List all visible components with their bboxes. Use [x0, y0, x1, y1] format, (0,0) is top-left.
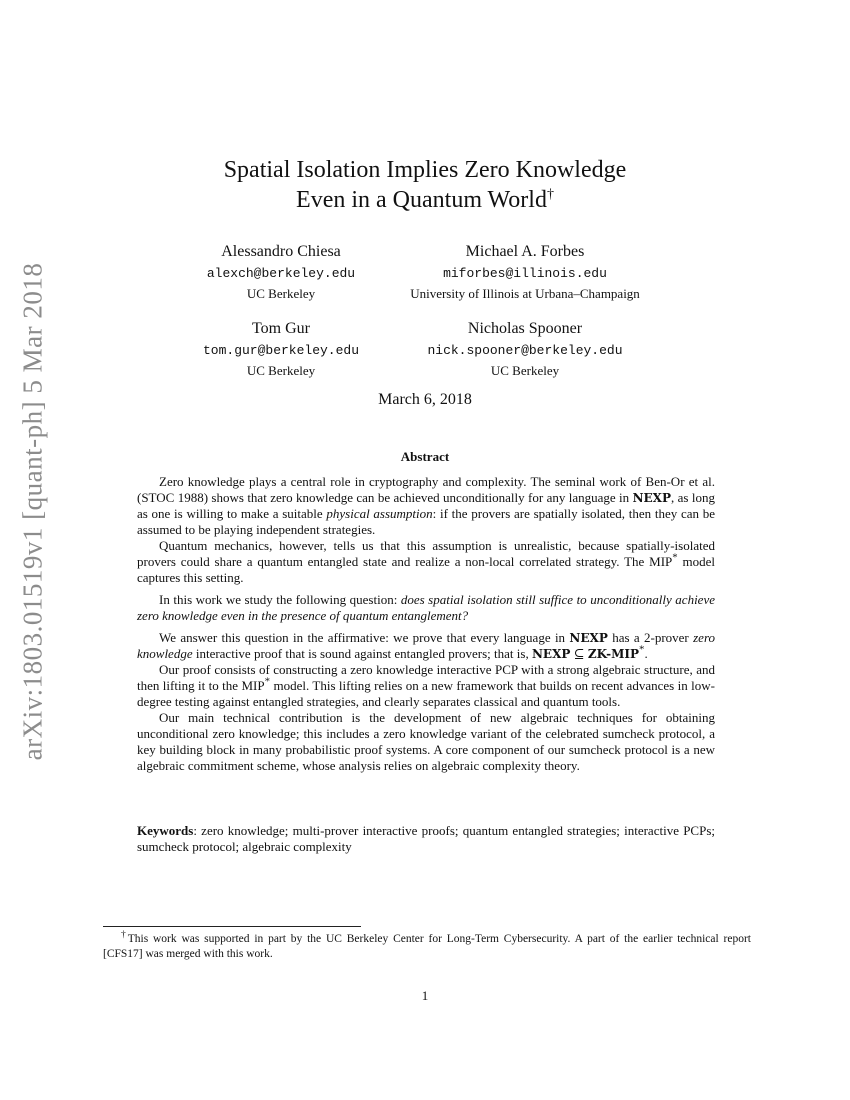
text-run: model captures this setting. — [137, 554, 716, 585]
superscript: * — [264, 675, 271, 688]
author-block — [375, 319, 675, 380]
page-number: 1 — [421, 988, 429, 1003]
author-affiliation: University of Illinois at Urbana–Champaign — [410, 286, 640, 301]
text-run: . — [644, 646, 648, 661]
abstract-paragraph — [137, 592, 715, 624]
author-email[interactable]: nick.spooner@berkeley.edu — [427, 343, 623, 358]
abstract-heading: Abstract — [400, 449, 450, 464]
text-run: We answer this question in the affirmative: we prove that every language in — [159, 630, 570, 645]
text-run: has a 2-prover — [607, 630, 694, 645]
complexity-class: NEXP — [632, 491, 672, 505]
author-name: Michael A. Forbes — [465, 243, 585, 260]
complexity-class: NEXP — [569, 631, 608, 645]
keywords-list: : zero knowledge; multi-prover interactive proofs; quantum entangled strategies; interactive PCPs; sumcheck protocol; algebraic complexity — [137, 823, 715, 854]
footnote-rule — [103, 926, 361, 927]
text-run: interactive proof that is sound against entangled provers; that is, — [192, 646, 532, 661]
author-block — [375, 242, 675, 303]
abstract-paragraph: Our main technical contribution is the development of new algebraic techniques for obtaining unconditional zero knowledge; this includes a zero knowledge variant of the celebrated sumcheck protocol, a key building block in many probabilistic proof systems. A core component of our sumcheck protocol is a new algebraic commitment scheme, whose analysis relies on algebraic complexity theory. — [137, 710, 715, 773]
abstract-paragraph — [137, 662, 715, 710]
author-email[interactable]: tom.gur@berkeley.edu — [202, 343, 360, 358]
arxiv-id: arXiv:1803.01519v1 [quant-ph] 5 Mar 2018 — [17, 262, 48, 760]
text-run: : if the provers are spatially isolated, then they can be assumed to be playing independent strategies. — [137, 506, 715, 537]
complexity-class: NEXP — [531, 647, 571, 661]
paper-title-line-2-text: Even in a Quantum World — [296, 187, 547, 213]
superscript: * — [672, 551, 678, 564]
abstract-paragraph — [137, 630, 715, 662]
subset-symbol: ⊆ — [570, 646, 588, 661]
text-run: In this work we study the following question: — [159, 592, 401, 607]
title-dagger: † — [546, 187, 554, 202]
footnote-dagger: † — [121, 929, 128, 941]
publication-date: March 6, 2018 — [378, 391, 472, 408]
author-email[interactable]: miforbes@illinois.edu — [443, 266, 607, 281]
author-affiliation: UC Berkeley — [246, 286, 316, 301]
text-run: Our proof consists of constructing a zero knowledge interactive PCP with a strong algebraic structure, and then lifting it to the MIP — [137, 662, 715, 693]
text-run: Zero knowledge plays a central role in cryptography and complexity. The seminal work of Ben-Or et al. (STOC 1988) shows that zero knowledge can be achieved unconditionally for any language in — [137, 474, 715, 505]
arxiv-watermark — [8, 256, 58, 766]
footnote — [103, 929, 751, 962]
emphasis: physical assumption — [326, 506, 433, 521]
author-email[interactable]: alexch@berkeley.edu — [206, 266, 356, 281]
abstract-body — [137, 474, 715, 774]
superscript: * — [639, 643, 645, 656]
author-name: Nicholas Spooner — [467, 320, 583, 337]
footnote-text: This work was supported in part by the UC Berkeley Center for Long-Term Cybersecurity. A part of the earlier technical report [CFS17] was merged with this work. — [103, 933, 751, 960]
research-question: does spatial isolation still suffice to unconditionally achieve zero knowledge even in the presence of quantum entanglement? — [137, 592, 715, 623]
text-run: Quantum mechanics, however, tells us that this assumption is unrealistic, because spatially-isolated provers could share a quantum entangled state and realize a non-local correlated strategy. The MIP — [137, 538, 715, 569]
emphasis: zero knowledge — [137, 630, 716, 661]
paper-title-line-2 — [0, 185, 850, 215]
complexity-class: ZK-MIP — [587, 647, 640, 661]
text-run: model. This lifting relies on a new framework that builds on recent advances in low-degree testing against entangled strategies, and clearly separates classical and quantum tools. — [137, 678, 715, 709]
author-name: Tom Gur — [252, 320, 310, 337]
author-name: Alessandro Chiesa — [221, 243, 341, 260]
author-affiliation: UC Berkeley — [246, 363, 316, 378]
keywords-label: Keywords — [137, 823, 194, 838]
author-affiliation: UC Berkeley — [490, 363, 560, 378]
paper-title-line-1: Spatial Isolation Implies Zero Knowledge — [223, 157, 627, 183]
text-run: , as long as one is willing to make a suitable — [137, 490, 715, 521]
abstract-paragraph — [137, 474, 715, 538]
keywords — [137, 823, 715, 855]
abstract-paragraph — [137, 538, 715, 586]
